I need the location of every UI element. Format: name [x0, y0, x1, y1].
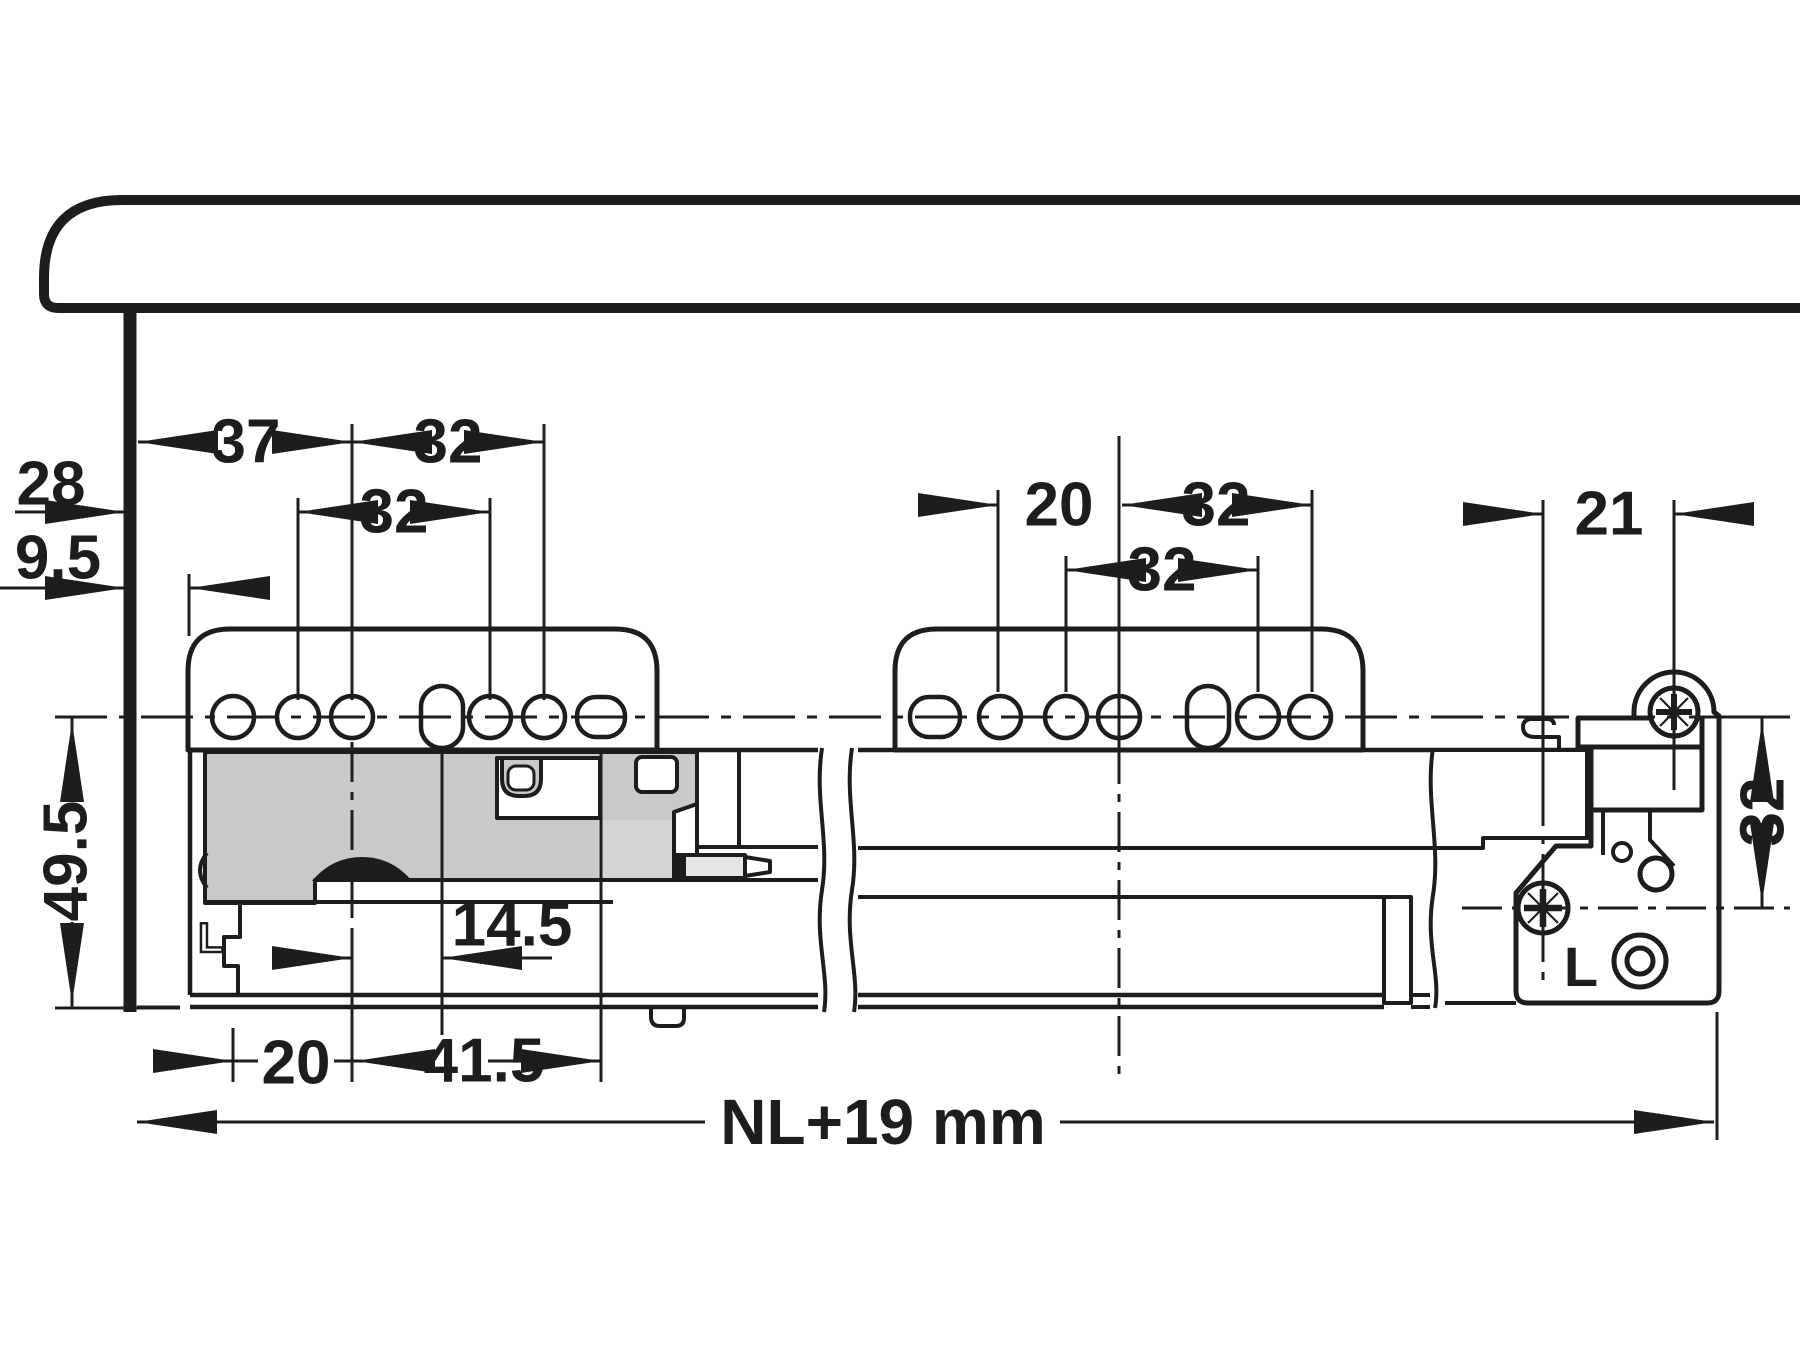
adjuster-pin — [1640, 858, 1672, 890]
runner-side-mark: L — [198, 914, 224, 961]
rear-bracket-mark: L — [1563, 935, 1599, 998]
runner-middle-section — [858, 750, 1587, 1007]
dim-hook-to-hole: 14.5 — [451, 890, 573, 960]
dim-runner-front-height: 49.5 — [31, 800, 101, 922]
dim-front-hole-pitch-top: 32 — [413, 407, 483, 477]
dim-runner-front-setback: 9.5 — [14, 523, 102, 593]
dim-rear-screw-offset: 21 — [1574, 479, 1644, 549]
dim-front-hole-pitch-lower: 32 — [359, 477, 429, 547]
dim-bottom-hole-offset: 20 — [261, 1028, 331, 1098]
runner-lower-step-edge — [224, 903, 240, 995]
rail-rear-hook — [1523, 719, 1559, 748]
dim-mid-hole-pitch-lower: 32 — [1127, 535, 1197, 605]
dim-mid-hole-pitch-top: 32 — [1181, 470, 1251, 540]
adjuster-hole — [1613, 843, 1631, 861]
clamp-window — [636, 757, 677, 792]
dim-mid-hole-offset: 20 — [1024, 470, 1094, 540]
rail-tip — [745, 857, 770, 876]
break-line — [850, 748, 856, 1012]
rear-post-section — [1384, 897, 1411, 1003]
rail-bar — [684, 855, 745, 878]
dim-bottom-hole-span: 41.5 — [423, 1026, 545, 1096]
dim-nominal-length: NL+19 mm — [720, 1086, 1046, 1158]
runner-front-section — [190, 750, 818, 1026]
rail-rear-step — [1433, 750, 1587, 848]
dim-panel-front-offset: 28 — [16, 449, 86, 519]
break-lines — [820, 748, 1437, 1012]
dim-front-edge-to-first-hole: 37 — [211, 407, 281, 477]
flange-hook — [651, 1007, 684, 1026]
cabinet-top-panel — [44, 200, 1800, 308]
break-line — [820, 748, 826, 1012]
dim-rear-screw-vertical-spacing: 32 — [1728, 777, 1798, 847]
grommet — [1614, 935, 1666, 987]
